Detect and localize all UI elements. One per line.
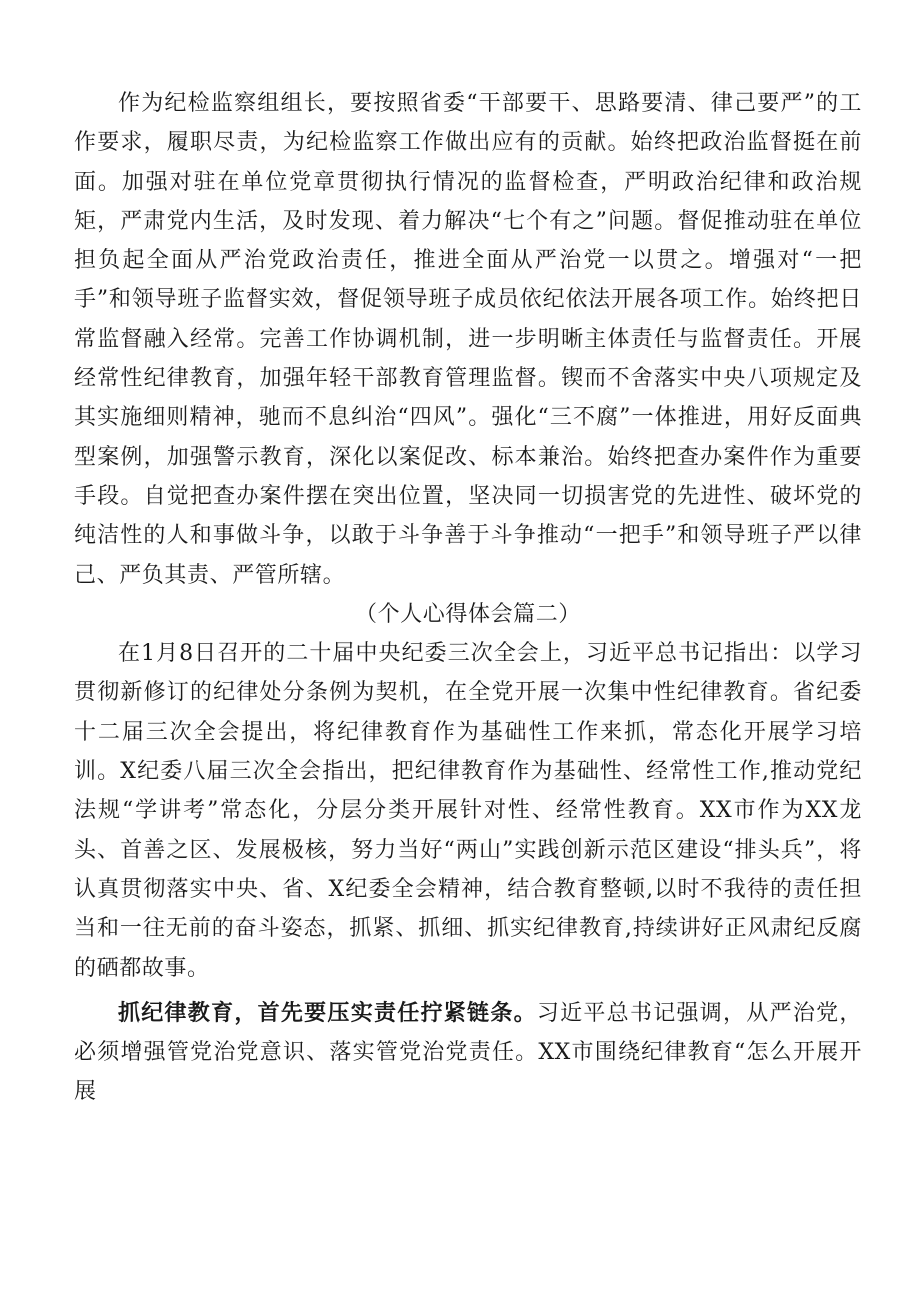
section-heading: （个人心得体会篇二） bbox=[354, 601, 581, 627]
paragraph-1: 作为纪检监察组组长，要按照省委“干部要干、思路要清、律己要严”的工作要求，履职尽责，为纪检监察工作做出应有的贡献。始终把政治监督挺在前面。加强对驻在单位党章贯彻执行情况的监督检查，严明政治纪律和政治规矩，严肃党内生活，及时发现、着力解决“七个有之”问题。督促推动驻在单位担负起全面从严治党政治责任，推进全面从严治党一以贯之。增强对“一把手”和领导班子监督实效，督促领导班子成员依纪依法开展各项工作。始终把日常监督融入经常。完善工作协调机制，进一步明晰主体责任与监督责任。开展经常性纪律教育，加强年轻干部教育管理监督。锲而不舍落实中央八项规定及其实施细则精神，驰而不息纠治“四风”。强化“三不腐”一体推进，用好反面典型案例，加强警示教育，深化以案促改、标本兼治。始终把查办案件作为重要手段。自觉把查办案件摆在突出位置，坚决同一切损害党的先进性、破坏党的纯洁性的人和事做斗争，以敢于斗争善于斗争推动“一把手”和领导班子严以律己、严负其责、严管所辖。 bbox=[74, 91, 862, 588]
paragraph-2: 在1月8日召开的二十届中央纪委三次全会上，习近平总书记指出：以学习贯彻新修订的纪律处分条例为契机，在全党开展一次集中性纪律教育。省纪委十二届三次全会提出，将纪律教育作为基础性工作来抓，常态化开展学习培训。X纪委八届三次全会指出，把纪律教育作为基础性、经常性工作,推动党纪法规“学讲考”常态化，分层分类开展针对性、经常性教育。XX市作为XX龙头、首善之区、发展极核，努力当好“两山”实践创新示范区建设“排头兵”，将认真贯彻落实中央、省、X纪委全会精神，结合教育整顿,以时不我待的责任担当和一往无前的奋斗姿态，抓紧、抓细、抓实纪律教育,持续讲好正风肃纪反腐的硒都故事。 bbox=[74, 641, 862, 981]
paragraph-3-lead: 抓纪律教育，首先要压实责任拧紧链条。 bbox=[118, 1000, 537, 1026]
paragraph-3 bbox=[74, 994, 862, 1112]
paragraph-3-body: 习近平总书记强调，从严治党，必须增强管党治党意识、落实管党治党责任。XX市围绕纪律教育“怎么开展开展 bbox=[74, 1000, 862, 1105]
